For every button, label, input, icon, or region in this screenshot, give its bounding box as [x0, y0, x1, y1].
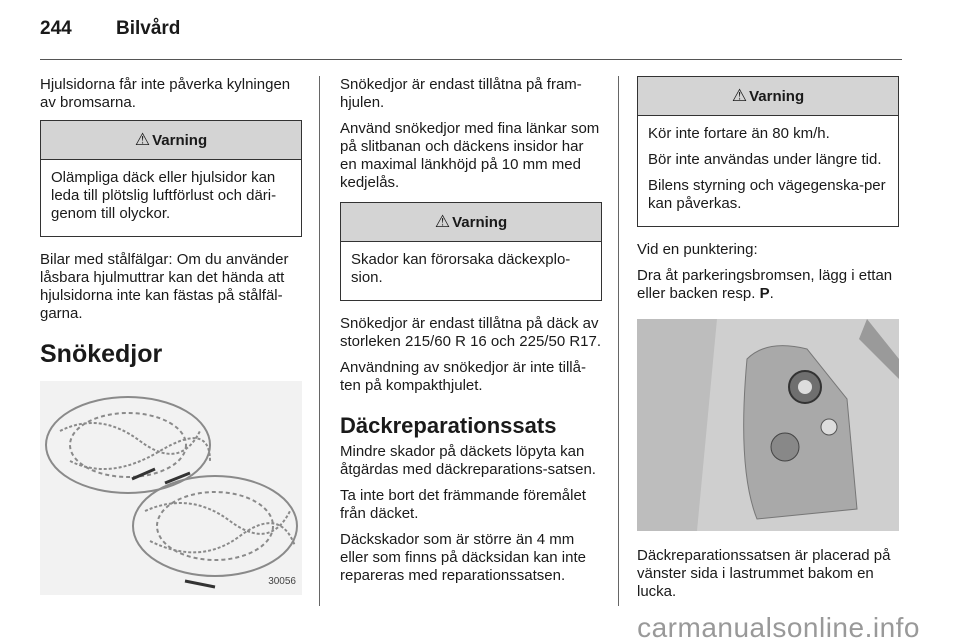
- warning-text: Kör inte fortare än 80 km/h.: [648, 125, 830, 142]
- paragraph: Användning av snökedjor är inte tillå-ten på kompakthjulet.: [340, 359, 586, 394]
- paragraph: Däckreparationssatsen är placerad på vänster sida i lastrummet bakom en lucka.: [637, 547, 891, 600]
- section-title: Bilvård: [116, 18, 181, 39]
- warning-text: Bilens styrning och vägegenska-per kan påverkas.: [648, 177, 886, 212]
- watermark: carmanualsonline.info: [637, 612, 920, 643]
- warning-header: [41, 121, 301, 160]
- warning-text: Skador kan förorsaka däckexplo-sion.: [351, 251, 571, 286]
- paragraph: Hjulsidorna får inte påverka kylningen av bromsarna.: [40, 76, 291, 111]
- snow-chains-illustration: [40, 381, 302, 595]
- column-1: [40, 76, 302, 595]
- warning-triangle-icon: ⚠: [134, 130, 151, 149]
- warning-header: [341, 203, 601, 242]
- warning-header: [638, 77, 898, 116]
- warning-body: [638, 116, 898, 226]
- warning-text: Olämpliga däck eller hjulsidor kan leda till plötslig luftförlust och däri-genom till olyckor.: [51, 169, 277, 222]
- warning-box: [40, 120, 302, 237]
- column-divider: [618, 76, 619, 606]
- warning-title: Varning: [152, 132, 208, 149]
- warning-body: [41, 160, 301, 236]
- warning-title: Varning: [452, 214, 508, 231]
- warning-box: [340, 202, 602, 301]
- snow-chains-drawing: [40, 381, 302, 595]
- paragraph: Bilar med stålfälgar: Om du använder låsbara hjulmuttrar kan det hända att hjulsidorna inte kan fästas på stålfäl-garna.: [40, 251, 289, 322]
- page-number: 244: [40, 18, 72, 39]
- section-heading: Snökedjor: [40, 340, 163, 368]
- column-2: [340, 76, 602, 593]
- paragraph: Dra åt parkeringsbromsen, lägg i ettan eller backen resp. P.: [637, 267, 893, 302]
- warning-triangle-icon: ⚠: [731, 86, 748, 105]
- warning-triangle-icon: ⚠: [434, 212, 451, 231]
- paragraph: Snökedjor är endast tillåtna på fram-hjulen.: [340, 76, 582, 111]
- page-header: [40, 18, 180, 40]
- warning-title: Varning: [749, 88, 805, 105]
- gear-p-label: P: [759, 285, 770, 302]
- column-3: [637, 76, 899, 609]
- warning-text: Bör inte användas under längre tid.: [648, 151, 882, 168]
- repair-kit-location-photo: [637, 319, 899, 531]
- paragraph: Snökedjor är endast tillåtna på däck av storleken 215/60 R 16 och 225/50 R17.: [340, 315, 602, 350]
- warning-body: [341, 242, 601, 300]
- header-rule: [40, 59, 902, 60]
- paragraph: Däckskador som är större än 4 mm eller som finns på däcksidan kan inte repareras med reparationssatsen.: [340, 531, 586, 584]
- paragraph: Använd snökedjor med fina länkar som på slitbanan och däckens insidor har en maximal länkhöjd på 10 mm med kedjelås.: [340, 120, 600, 191]
- column-divider: [319, 76, 320, 606]
- warning-box: [637, 76, 899, 227]
- paragraph: Ta inte bort det främmande föremålet från däcket.: [340, 487, 586, 522]
- trunk-compartment-drawing: [637, 319, 899, 531]
- paragraph: Vid en punktering:: [637, 241, 758, 258]
- figure-number: 30056: [268, 576, 296, 587]
- paragraph: Mindre skador på däckets löpyta kan åtgärdas med däckreparations-satsen.: [340, 443, 596, 478]
- section-heading: Däckreparationssats: [340, 413, 557, 438]
